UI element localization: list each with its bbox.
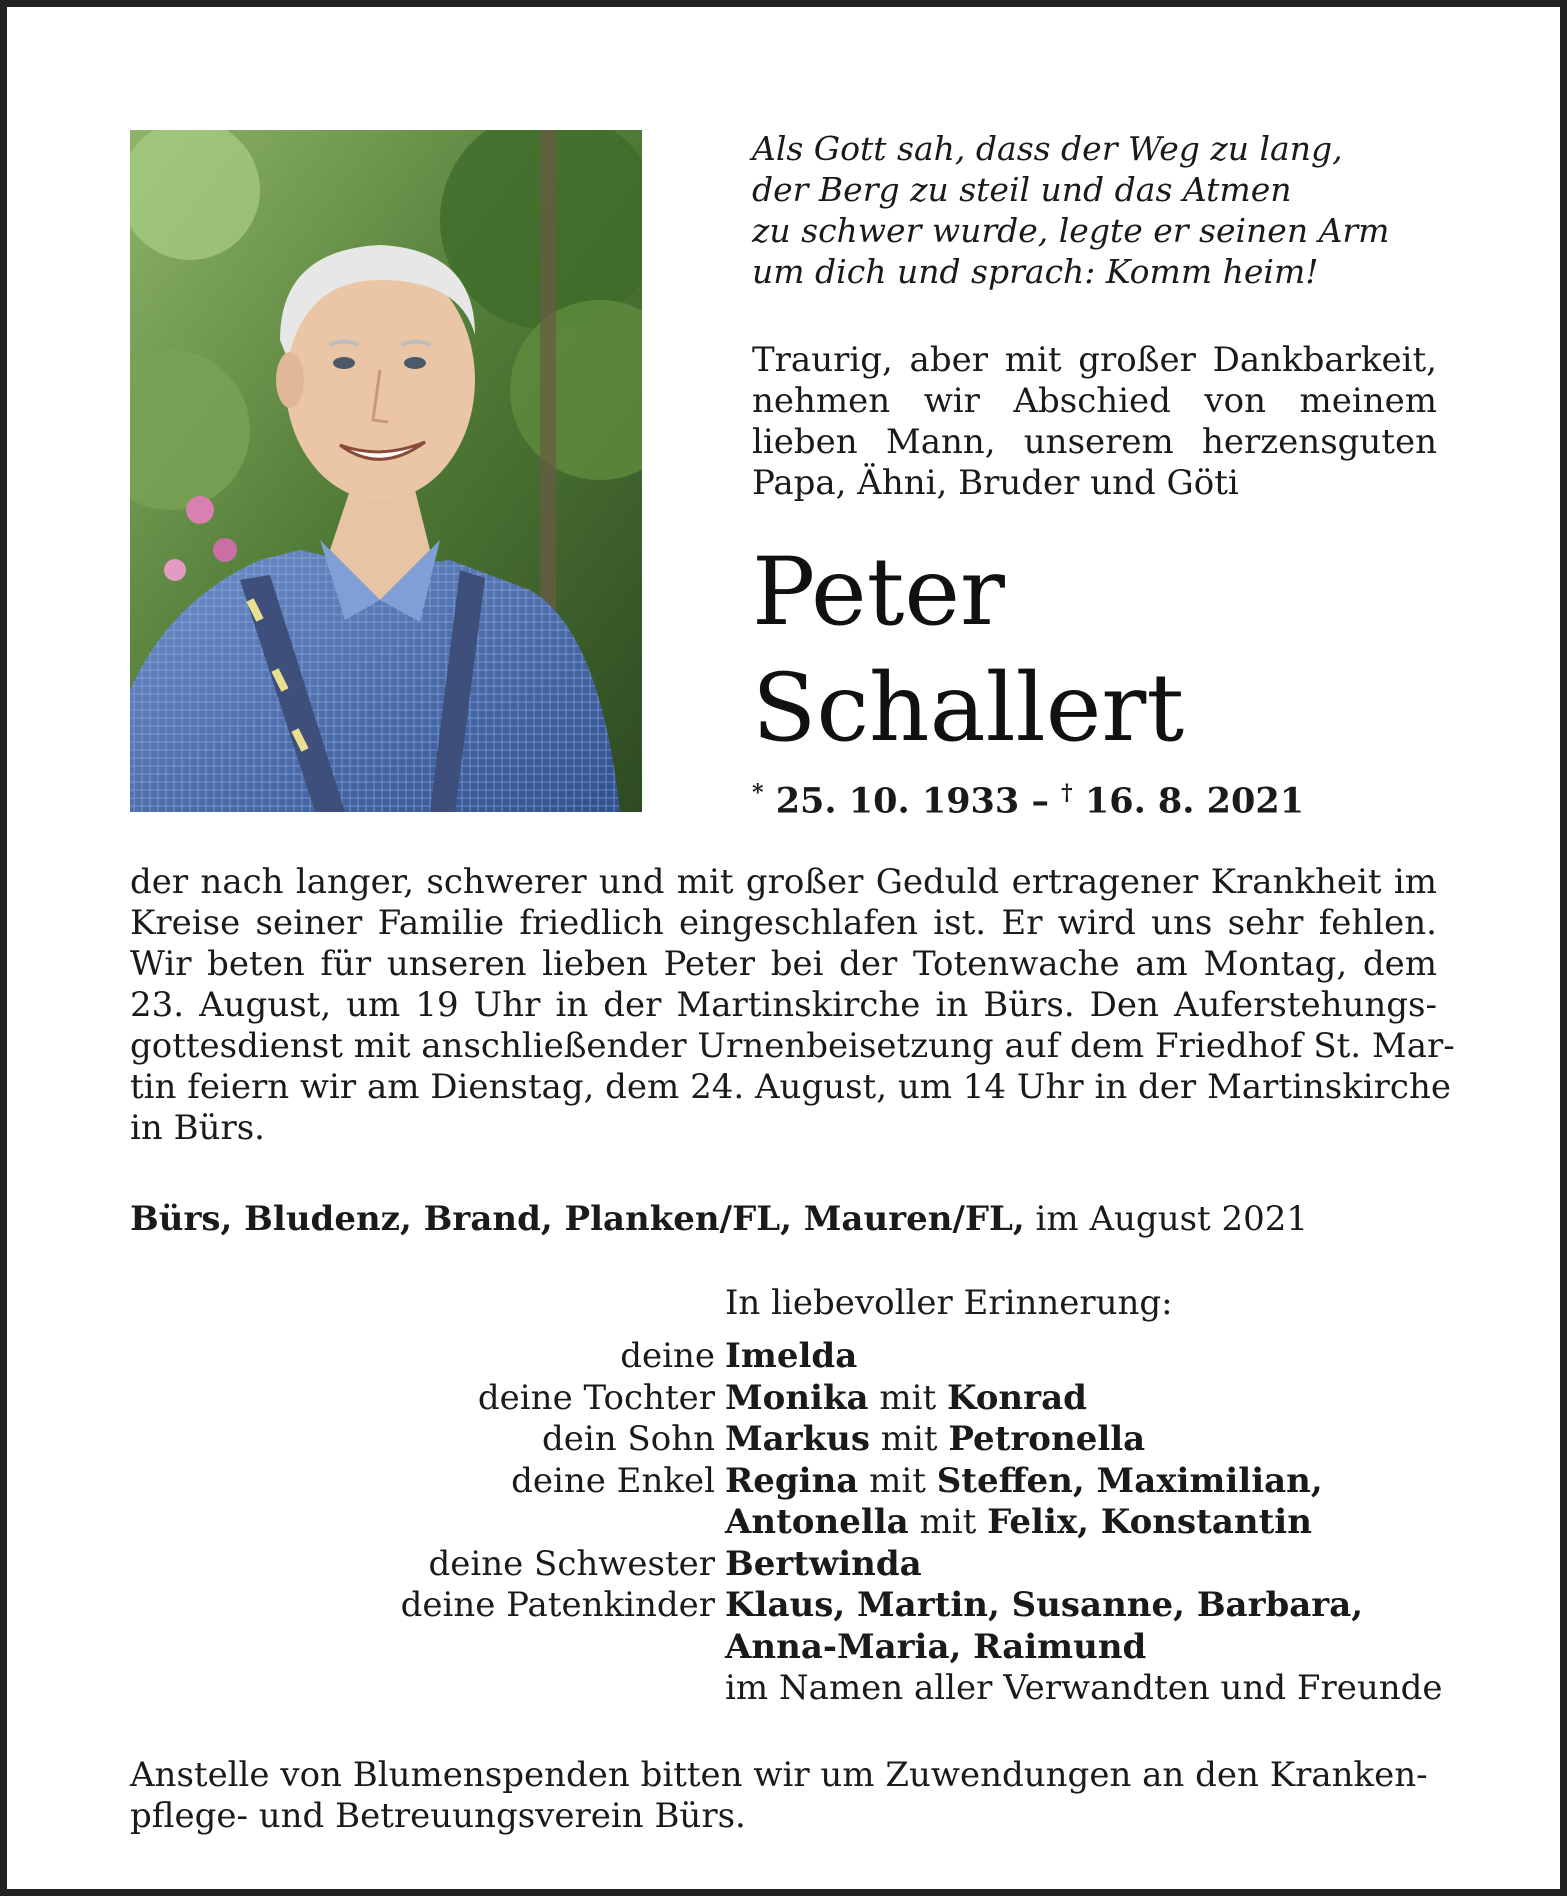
places: Bürs, Bludenz, Brand, Planken/FL, Mauren/FL, xyxy=(130,1199,1025,1239)
portrait-illustration xyxy=(130,130,642,812)
family-relation: dein Sohn xyxy=(541,1419,715,1459)
family-members xyxy=(725,1419,1145,1461)
birth-symbol: * xyxy=(752,780,764,806)
family-row xyxy=(130,1336,1450,1378)
poem-line: der Berg zu steil und das Atmen xyxy=(752,170,1292,209)
family-relation xyxy=(130,1502,725,1544)
family-relation: deine Tochter xyxy=(477,1377,715,1418)
poem-line: um dich und sprach: Komm heim! xyxy=(752,252,1319,291)
body-line: gottesdienst mit anschließender Urnenbeisetzung auf dem Friedhof St. Mar- xyxy=(130,1026,1455,1066)
family-connector: mit xyxy=(908,1502,988,1542)
intro-line: Papa, Ähni, Bruder und Göti xyxy=(752,463,1239,503)
intro-line: lieben Mann, unserem herzensguten xyxy=(752,422,1437,462)
family-relation: deine xyxy=(620,1336,715,1376)
family-members xyxy=(725,1461,1323,1503)
family-row xyxy=(130,1544,1450,1586)
family-member-name: Bertwinda xyxy=(725,1543,922,1584)
first-name: Peter xyxy=(752,538,1005,647)
family-list xyxy=(130,1336,1450,1710)
family-members xyxy=(725,1502,1312,1544)
family-row xyxy=(130,1502,1450,1544)
family-relation xyxy=(130,1627,725,1669)
family-member-name: Petronella xyxy=(948,1419,1146,1459)
birth-date: 25. 10. 1933 xyxy=(775,780,1020,822)
donation-note xyxy=(130,1755,1437,1837)
footer-line: pflege- und Betreuungsverein Bürs. xyxy=(130,1796,746,1836)
family-row xyxy=(130,1419,1450,1461)
last-name: Schallert xyxy=(752,654,1185,763)
family-members xyxy=(725,1585,1363,1627)
intro-text xyxy=(752,340,1437,504)
family-row xyxy=(130,1378,1450,1420)
family-relation xyxy=(130,1668,725,1710)
family-members xyxy=(725,1668,1443,1710)
family-members xyxy=(725,1544,922,1586)
portrait-photo xyxy=(130,130,642,812)
body-line: Wir beten für unseren lieben Peter bei der Totenwache am Montag, dem xyxy=(130,944,1437,984)
family-members xyxy=(725,1627,1146,1669)
body-line: 23. August, um 19 Uhr in der Martinskirche in Bürs. Den Auferstehungs- xyxy=(130,985,1437,1025)
body-line: Kreise seiner Familie friedlich eingeschlafen ist. Er wird uns sehr fehlen. xyxy=(130,903,1437,943)
date-separator: – xyxy=(1031,780,1049,822)
places-date-line xyxy=(130,1199,1308,1240)
death-symbol: † xyxy=(1061,780,1073,806)
family-member-name: Anna-Maria, Raimund xyxy=(725,1626,1147,1667)
family-row xyxy=(130,1627,1450,1669)
family-row xyxy=(130,1668,1450,1710)
family-relation: deine Enkel xyxy=(511,1460,715,1501)
family-member-name: Klaus, Martin, Susanne, Barbara, xyxy=(725,1585,1364,1625)
family-row xyxy=(130,1461,1450,1503)
family-connector: mit xyxy=(858,1460,937,1501)
family-connector: im Namen aller Verwandten und Freunde xyxy=(725,1668,1443,1708)
intro-line: Traurig, aber mit großer Dankbarkeit, xyxy=(752,340,1437,380)
remembrance-heading: In liebevoller Erinnerung: xyxy=(725,1283,1173,1323)
body-line: der nach langer, schwerer und mit großer Geduld ertragener Krankheit im xyxy=(130,862,1437,902)
family-member-name: Imelda xyxy=(725,1336,858,1376)
deceased-name xyxy=(752,535,1184,767)
announcement-body xyxy=(130,862,1455,1149)
family-relation: deine Schwester xyxy=(428,1543,715,1584)
life-dates xyxy=(752,780,1304,822)
family-relation: deine Patenkinder xyxy=(400,1585,715,1625)
family-member-name: Steffen, Maximilian, xyxy=(936,1460,1323,1501)
family-member-name: Regina xyxy=(725,1460,859,1501)
family-members xyxy=(725,1378,1087,1420)
family-members xyxy=(725,1336,857,1378)
family-connector: mit xyxy=(870,1419,949,1459)
poem-line: zu schwer wurde, legte er seinen Arm xyxy=(752,211,1390,250)
family-member-name: Monika xyxy=(725,1377,869,1418)
body-line: in Bürs. xyxy=(130,1108,265,1148)
place-date: im August 2021 xyxy=(1024,1199,1309,1239)
family-member-name: Felix, Konstantin xyxy=(987,1502,1312,1542)
poem-line: Als Gott sah, dass der Weg zu lang, xyxy=(752,129,1343,168)
family-connector: mit xyxy=(868,1377,947,1418)
family-member-name: Markus xyxy=(725,1419,870,1459)
footer-line: Anstelle von Blumenspenden bitten wir um Zuwendungen an den Kranken- xyxy=(130,1755,1428,1795)
family-member-name: Antonella xyxy=(725,1502,909,1542)
death-date: 16. 8. 2021 xyxy=(1084,780,1305,822)
family-row xyxy=(130,1585,1450,1627)
intro-line: nehmen wir Abschied von meinem xyxy=(752,381,1437,421)
poem xyxy=(752,128,1452,292)
family-member-name: Konrad xyxy=(946,1377,1087,1418)
body-line: tin feiern wir am Dienstag, dem 24. August, um 14 Uhr in der Martinskirche xyxy=(130,1067,1451,1107)
